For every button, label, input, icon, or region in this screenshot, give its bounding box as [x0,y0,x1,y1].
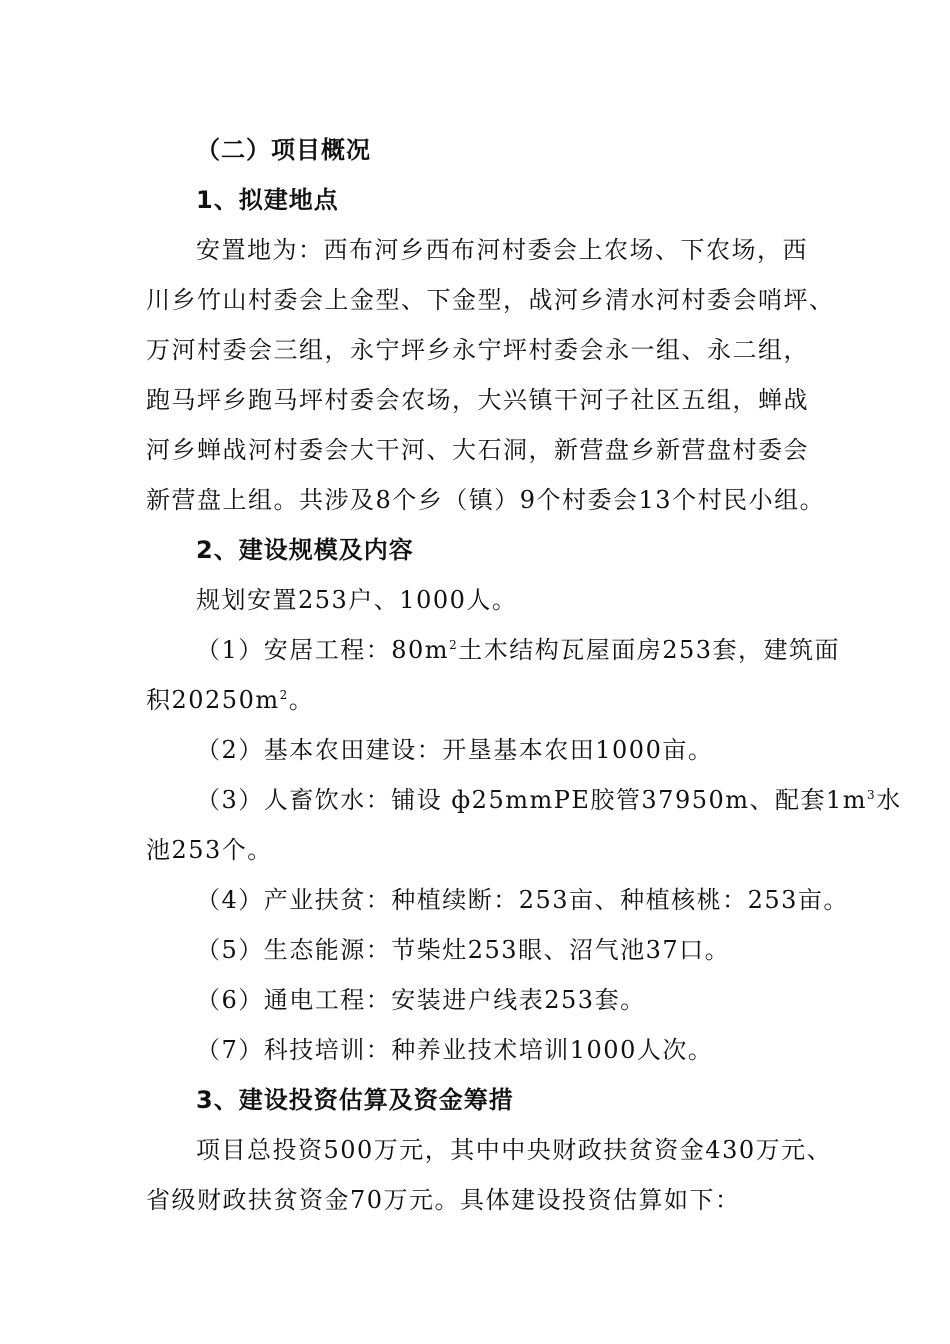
investment-line-1: 项目总投资500万元，其中中央财政扶贫资金430万元、 [196,1136,833,1164]
location-line-2: 川乡竹山村委会上金型、下金型，战河乡清水河村委会哨坪、 [146,286,835,314]
location-line-4: 跑马坪乡跑马坪村委会农场，大兴镇干河子社区五组，蝉战 [146,386,809,414]
item-housing: （1）安居工程：$80m^2$土木结构瓦屋面房253套，建筑面 [196,636,841,664]
item-industry: （4）产业扶贫：种植续断：253亩、种植核桃：253亩。 [196,886,849,914]
location-line-5: 河乡蝉战河村委会大干河、大石洞，新营盘乡新营盘村委会 [146,436,809,464]
item-farmland: （2）基本农田建设：开垦基本农田1000亩。 [196,736,714,764]
item-housing-cont: 积$20250m^2$。 [146,686,315,714]
item-electricity: （6）通电工程：安装进户线表253套。 [196,986,646,1014]
scale-intro: 规划安置253户、1000人。 [196,586,518,614]
section-heading: （二）项目概况 [196,136,371,164]
item-water-cont: 池253个。 [146,836,273,864]
item-training: （7）科技培训：种养业技术培训1000人次。 [196,1036,714,1064]
location-line-1: 安置地为：西布河乡西布河村委会上农场、下农场，西 [196,236,808,264]
heading-location: 1、拟建地点 [196,186,339,214]
item-water: （3）人畜饮水：铺设 ф25mmPE胶管37950m、配套$1m^3$水 [196,786,902,814]
investment-line-2: 省级财政扶贫资金70万元。具体建设投资估算如下： [146,1186,741,1214]
heading-scale: 2、建设规模及内容 [196,536,414,564]
location-line-6: 新营盘上组。共涉及8个乡（镇）9个村委会13个村民小组。 [146,486,826,514]
location-line-3: 万河村委会三组，永宁坪乡永宁坪村委会永一组、永二组， [146,336,809,364]
item-energy: （5）生态能源：节柴灶253眼、沼气池37口。 [196,936,731,964]
heading-investment: 3、建设投资估算及资金筹措 [196,1086,514,1114]
